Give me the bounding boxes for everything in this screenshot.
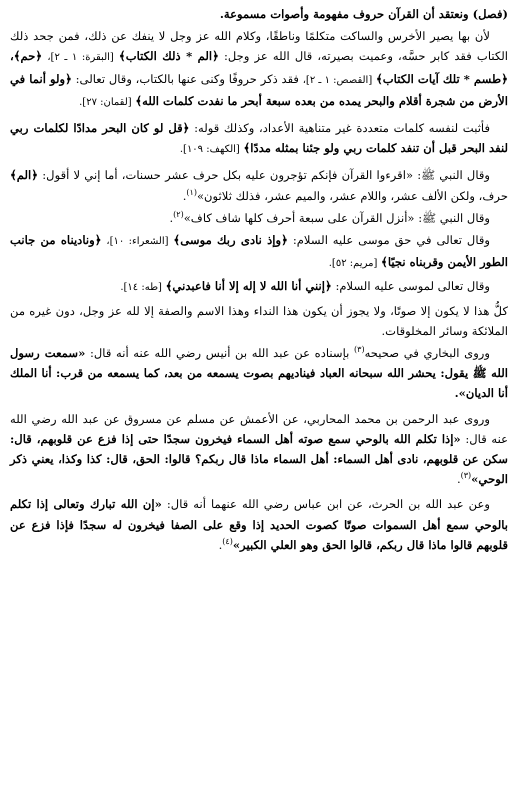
paragraph-8	[10, 343, 508, 404]
verse-reference: [القصص: ١ ـ ٢]،	[302, 74, 373, 86]
paragraph-text: وقال تعالى لموسى عليه السلام:	[335, 279, 490, 294]
verse-reference: [الشعراء: ١٠]،	[106, 236, 169, 248]
paragraph-2	[10, 118, 508, 160]
paragraph-3: وقال النبي ﷺ: «اقرءوا القرآن فإنكم تؤجرون عليه بكل حرف عشر حسنات، أما إني لا أقول: ﴿الم﴾ حرف، ولكن الألف عشر، واللام عشر، والميم عشر، فذلك ثلاثون»$^{(١)}$.	[10, 168, 508, 203]
paragraph-text: لأن بها يصير الأخرس والساكت متكلمًا وناطقًا، وكلام الله عز وجل لا ينفك عن ذلك، فمن جحد ذلك الكتاب فقد كابر حسَّه، وعميت بصيرته، قال الله عز وجل:	[10, 29, 509, 64]
quran-quote: ﴿وإذ نادى ربك موسى﴾	[173, 233, 288, 248]
hadith-quote: «إن الله تبارك وتعالى إذا تكلم بالوحي سمع أهل السموات صوتًا كصوت الحديد إذا وقع على الصفا فيخرون له سجدًا فإذا فزع عن قلوبهم قالوا ماذا قال ربكم، قالوا الحق وهو العلي الكبير»	[10, 497, 508, 552]
footnote-marker: (٣)	[354, 345, 365, 355]
quran-quote: ﴿حم﴾،	[10, 49, 43, 64]
paragraph-text: وقال النبي ﷺ: «اقرءوا القرآن فإنكم تؤجرون عليه بكل حرف عشر حسنات، أما إني لا أقول:	[42, 168, 490, 183]
paragraph-10: وعن عبد الله بن الحرث، عن ابن عباس رضي الله عنهما أنه قال: «إن الله تبارك وتعالى إذا تكلم بالوحي سمع أهل السموات صوتًا كصوت الحديد إذا وقع على الصفا فيخرون له سجدًا فإذا فزع عن قلوبهم قالوا ماذا قال ربكم، قالوا الحق وهو العلي الكبير»$^{(٤)}$.	[10, 497, 508, 552]
quran-quote: ﴿قل لو كان البحر مدادًا لكلمات ربي لنفد البحر قبل أن تنفد كلمات ربي ولو جئنا بمثله مددًا﴾	[10, 121, 508, 156]
paragraph-text: وقال تعالى في حق موسى عليه السلام:	[292, 233, 491, 248]
quran-quote: ﴿الم﴾	[10, 168, 39, 183]
quran-quote: ﴿وناديناه من جانب الطور الأيمن وقربناه نجيًا﴾	[10, 233, 508, 270]
quran-quote: ﴿ولو أنما في الأرض من شجرة أقلام والبحر يمده من بعده سبعة أبحر ما نفدت كلمات الله﴾	[10, 71, 508, 108]
quran-quote: ﴿طسم * تلك آيات الكتاب﴾	[375, 71, 509, 86]
quran-quote: ﴿إنني أنا الله لا إله إلا أنا فاعبدني﴾	[165, 279, 332, 294]
paragraph-1	[10, 26, 508, 113]
section-heading: (فصل) ونعتقد أن القرآن حروف مفهومة وأصوات مسموعة.	[219, 7, 508, 21]
footnote-marker: (٢)	[173, 209, 184, 219]
paragraph-text: حرف، ولكن الألف عشر، واللام عشر، والميم عشر، فذلك ثلاثون»	[196, 188, 508, 203]
paragraph-text: بإسناده عن عبد الله بن أنيس رضي الله عنه أنه قال:	[89, 346, 350, 361]
paragraph-6	[10, 276, 508, 298]
paragraph-text: وروى البخاري في صحيحه	[364, 346, 490, 361]
paragraph-7: كلُّ هذا لا يكون إلا صوتًا، ولا يجوز أن يكون هذا النداء وهذا الاسم والصفة إلا لله عز وجل، دون غيره من الملائكة وسائر المخلوقات.	[10, 303, 508, 338]
paragraph-4: وقال النبي ﷺ: «أنزل القرآن على سبعة أحرف كلها شاف كاف»$^{(٢)}$.	[169, 209, 490, 225]
paragraph-text: وعن عبد الله بن الحرث، عن ابن عباس رضي الله عنهما أنه قال:	[166, 497, 490, 512]
paragraph-5	[10, 230, 508, 274]
verse-reference: [البقرة: ١ ـ ٢]،	[47, 52, 114, 64]
footnote-marker: (٣)	[460, 471, 472, 481]
hadith-quote: «إذا تكلم الله بالوحي سمع صوته أهل السماء فيخرون سجدًا حتى إذا فزع عن قلوبهم، قال: سكن عن قلوبهم، نادى أهل السماء: أهل السماء ماذا قال ربكم؟ قالوا: الحق، قال: كذا وكذا، يعني ذكر الوحي»	[10, 431, 508, 487]
verse-reference: [مريم: ٥٢].	[328, 258, 378, 270]
quran-quote: ﴿الم * ذلك الكتاب﴾	[118, 49, 219, 64]
paragraph-9: وروى عبد الرحمن بن محمد المحاربي، عن الأعمش عن مسلم عن مسروق عن عبد الله رضي الله عنه قال: «إذا تكلم الله بالوحي سمع صوته أهل السماء فيخرون سجدًا حتى إذا فزع عن قلوبهم، قال: سكن عن قلوبهم، نادى أهل السماء: أهل السماء ماذا قال ربكم؟ قالوا: الحق، قال: كذا وكذا، يعني ذكر الوحي»$^{(٣)}$.	[10, 411, 508, 487]
verse-reference: [طه: ١٤].	[120, 282, 162, 294]
paragraph-text: وقال النبي ﷺ: «أنزل القرآن على سبعة أحرف كلها شاف كاف»	[183, 210, 490, 225]
paragraph-text: فأثبت لنفسه كلمات متعددة غير متناهية الأعداد، وكذلك قوله:	[194, 121, 490, 136]
hadith-quote: «سمعت رسول الله ﷺ يقول: يحشر الله سبحانه العباد فيناديهم بصوت يسمعه من بعد، كما يسمعه من قرب: أنا الملك أنا الديان».	[10, 346, 508, 401]
paragraph-text: فقد ذكر حروفًا وكنى عنها بالكتاب، وقال تعالى:	[75, 71, 299, 86]
footnote-marker: (٤)	[222, 537, 233, 547]
verse-reference: [لقمان: ٢٧].	[79, 96, 132, 108]
verse-reference: [الكهف: ١٠٩].	[179, 144, 240, 156]
footnote-marker: (١)	[186, 187, 197, 197]
paragraph-text: وروى عبد الرحمن بن محمد المحاربي، عن الأعمش عن مسلم عن مسروق عن عبد الله رضي الله عنه قال:	[10, 411, 508, 446]
